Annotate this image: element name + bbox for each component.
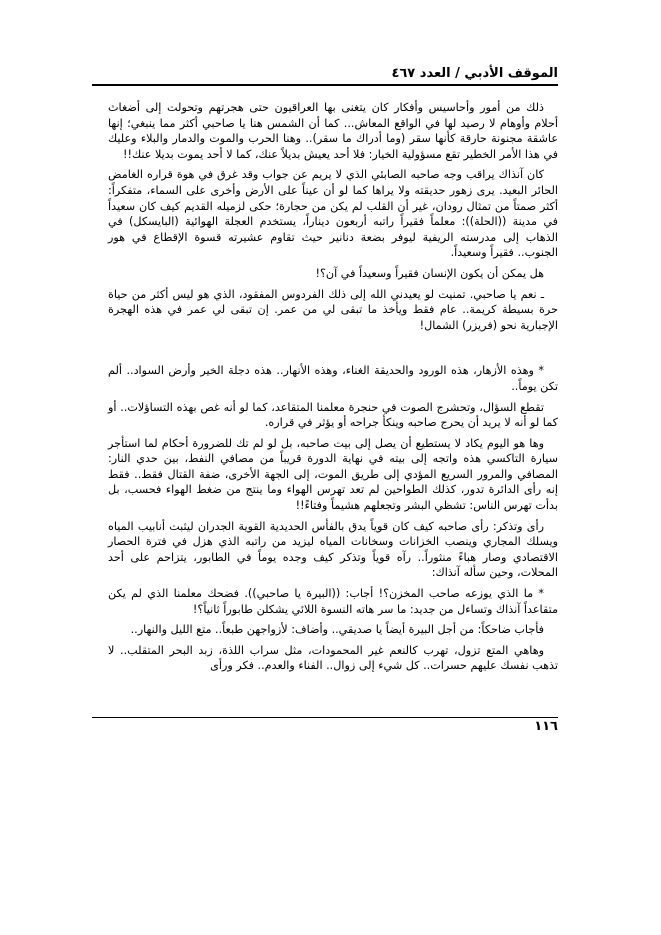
paragraph: وها هو اليوم يكاد لا يستطيع أن يصل إلى بيت صاحبه، بل لو لم تك للضرورة أحكام لما استأجر سيارة التاكسي هذه واتجه إلى بيته في نهاية الدورة قريباً من مصافي النفط، بين حدي النار: المصافي والمرور السريع المؤدي إلى طريق الموت، إلى الجهة الأخرى، ضفة القتال فقط.. فقط إنه رأى الدائرة تدور، كذلك الطواحين لم تعد تهرس الهواء وما ينتج من ضغط الهواء فحسب، بل بدأت تهرس الناس: تشظي البشر وتجعلهم هشيماً وفتاءً!! bbox=[108, 436, 558, 513]
article-body bbox=[108, 100, 558, 679]
paragraph: ذلك من أمور وأحاسيس وأفكار كان يتغنى بها العراقيون حتى هجرتهم وتحولت إلى أضغاث أحلام وأوهام لا رصيد لها في الواقع المعاش... كما أن الشمس هنا يا صاحبي أكثر مما ينبغي؛ إنها عاشقة مجنونة حارقة كأنها سقر (وما أدراك ما سقر).. وهنا الحرب والموت والدمار والبلاء وعليك في هذا الأمر الخطير تقع مسؤولية الخيار: فلا أحد يعيش بديلاً عنك، كما لا أحد يموت بديلا عنك!! bbox=[108, 101, 558, 161]
paragraph: تقطع السؤال، وتحشرج الصوت في حنجرة معلمنا المتقاعد، كما لو أنه غص بهذه التساؤلات.. أو كما لو أنه لا يريد أن يحرج صاحبه وينكأ جراحه أو يؤثر في قراره. bbox=[108, 400, 558, 430]
footer-divider bbox=[92, 717, 558, 718]
page-number: ١١٦ bbox=[534, 719, 558, 734]
paragraph: فأجاب ضاحكاً: من أجل البيرة أيضاً يا صديقي.. وأضاف: لأزواجهن طبعاً.. متع الليل والنهار.. bbox=[130, 623, 544, 637]
paragraph: كان آنذاك يراقب وجه صاحبه الصابئي الذي لا يريم عن جواب وقد غرق في هوة قراره الغامض الحائر البعيد. يرى زهور حديقته ولا يراها كما لو أن عيناً على الأرض وأخرى على السماء، متفكراً: أكثر صمتاً من تمثال رودان، غير أن القلب لم يكن من حجارة؛ حكى لزميله القديم كيف كان سعيداً في مدينة ((الحلة)): معلماً فقيراً راتبه أربعون ديناراً، يستخدم العجلة الهوائية (البايسكل) في الذهاب إلى مدرسته الريفية ليوفر بضعة دنانير حيث تقاوم عشيرته قسوة الإقطاع في هور الجنوب.. فقيراً وسعيداً. bbox=[108, 168, 558, 260]
header-divider bbox=[92, 84, 558, 86]
paragraph: هل يمكن أن يكون الإنسان فقيراً وسعيداً في آن؟! bbox=[315, 266, 544, 280]
paragraph: * وهذه الأزهار، هذه الورود والحديقة الغناء، وهذه الأنهار.. هذه دجلة الخير وأرض السواد.. ألم تكن يوماً.. bbox=[108, 364, 558, 393]
paragraph: * ما الذي يوزعه صاحب المخزن؟! أجاب: ((البيرة يا صاحبي)). فضحك معلمنا الذي لم يكن متقاعداً آنذاك وتساءل من جديد: ما سر هاته النسوة اللائي يشكلن طابوراً ثانياً؟! bbox=[108, 587, 558, 616]
paragraph: وهاهي المتع تزول، تهرب كالنعم غير المحمودات، مثل سراب اللذة، زبد البحر المتقلب.. لا تذهب نفسك عليهم حسرات.. كل شيء إلى زوال.. الفناء والعدم.. فكر ورأى bbox=[108, 643, 558, 673]
paragraph: رأى وتذكر: رأى صاحبه كيف كان قوياً يدق بالفأس الحديدية القوية الجدران ليثبت أنابيب المياه ويسلك المجاري وينصب الخزانات وسخانات المياه ليزيد من راتبه الذي هزل في فترة الحصار الاقتصادي وصار هباءً منثوراً.. رآه قوياً وتذكر كيف وجده يوماً في الطابور، يتزاحم على أحد المحلات، وحين سأله آنذاك: bbox=[108, 519, 558, 580]
paragraph: ـ نعم يا صاحبي. تمنيت لو يعيدني الله إلى ذلك الفردوس المفقود، الذي هو ليس أكثر من حياة حرة بسيطة كريمة.. عام فقط ويأخذ ما تبقى لي من عمر. إن تبقى لي عمر في هذه الهجرة الإجبارية نحو (فريزر) الشمال! bbox=[108, 287, 558, 332]
running-header: الموقف الأدبي / العدد ٤٦٧ bbox=[391, 66, 558, 81]
